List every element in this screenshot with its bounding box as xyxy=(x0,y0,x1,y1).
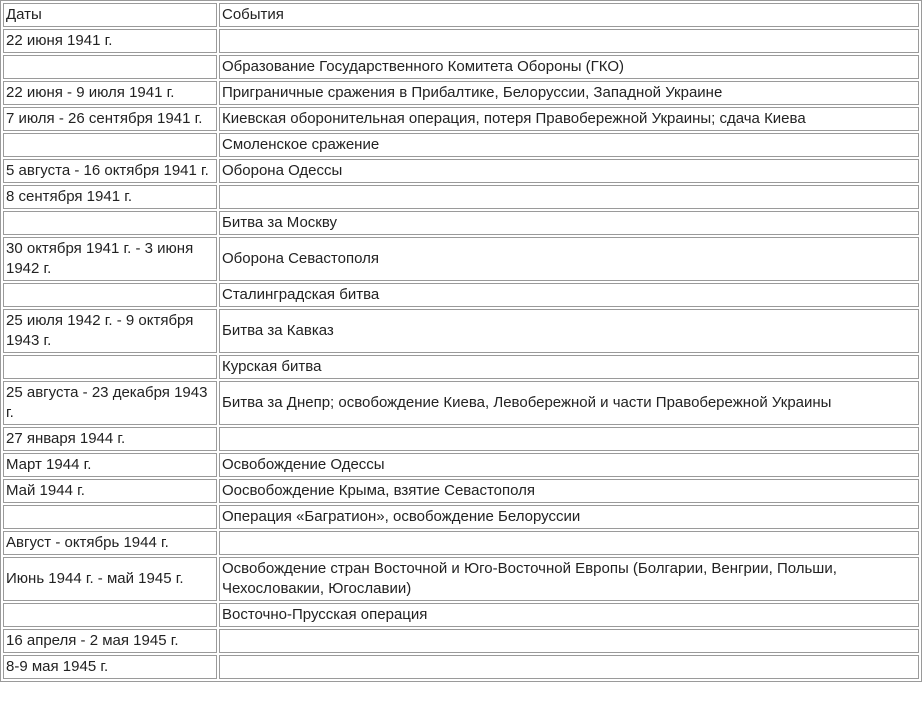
date-cell: 8 сентября 1941 г. xyxy=(3,185,217,209)
date-cell: 8-9 мая 1945 г. xyxy=(3,655,217,679)
date-cell xyxy=(3,55,217,79)
event-cell xyxy=(219,29,919,53)
date-cell xyxy=(3,133,217,157)
date-cell: 7 июля - 26 сентября 1941 г. xyxy=(3,107,217,131)
table-row xyxy=(3,55,919,79)
event-cell: Оосвобождение Крыма, взятие Севастополя xyxy=(219,479,919,503)
date-cell: 25 августа - 23 декабря 1943 г. xyxy=(3,381,217,425)
table-row xyxy=(3,355,919,379)
table-row xyxy=(3,133,919,157)
table-row xyxy=(3,557,919,601)
table-row xyxy=(3,185,919,209)
table-row xyxy=(3,381,919,425)
date-cell: 5 августа - 16 октября 1941 г. xyxy=(3,159,217,183)
event-cell: Освобождение стран Восточной и Юго-Восточной Европы (Болгарии, Венгрии, Польши, Чехословакии, Югославии) xyxy=(219,557,919,601)
event-cell xyxy=(219,427,919,451)
event-cell: Сталинградская битва xyxy=(219,283,919,307)
date-cell xyxy=(3,283,217,307)
date-cell xyxy=(3,505,217,529)
date-cell: 22 июня - 9 июля 1941 г. xyxy=(3,81,217,105)
date-cell: 30 октября 1941 г. - 3 июня 1942 г. xyxy=(3,237,217,281)
header-row xyxy=(3,3,919,27)
date-cell xyxy=(3,211,217,235)
event-cell: Освобождение Одессы xyxy=(219,453,919,477)
event-cell xyxy=(219,629,919,653)
event-cell: Образование Государственного Комитета Обороны (ГКО) xyxy=(219,55,919,79)
date-cell: 25 июля 1942 г. - 9 октября 1943 г. xyxy=(3,309,217,353)
table-row xyxy=(3,603,919,627)
table-row xyxy=(3,81,919,105)
table-row xyxy=(3,453,919,477)
table-row xyxy=(3,629,919,653)
table-row xyxy=(3,655,919,679)
table-row xyxy=(3,531,919,555)
table-row xyxy=(3,479,919,503)
event-cell: Операция «Багратион», освобождение Белоруссии xyxy=(219,505,919,529)
event-cell: Восточно-Прусская операция xyxy=(219,603,919,627)
event-cell xyxy=(219,185,919,209)
event-cell: Приграничные сражения в Прибалтике, Белоруссии, Западной Украине xyxy=(219,81,919,105)
date-cell: 22 июня 1941 г. xyxy=(3,29,217,53)
date-cell xyxy=(3,603,217,627)
table-row xyxy=(3,29,919,53)
table-row xyxy=(3,237,919,281)
event-cell xyxy=(219,655,919,679)
date-cell xyxy=(3,355,217,379)
table-row xyxy=(3,427,919,451)
date-cell: Август - октябрь 1944 г. xyxy=(3,531,217,555)
header-dates: Даты xyxy=(3,3,217,27)
date-cell: Июнь 1944 г. - май 1945 г. xyxy=(3,557,217,601)
date-cell: Май 1944 г. xyxy=(3,479,217,503)
event-cell: Оборона Севастополя xyxy=(219,237,919,281)
event-cell: Смоленское сражение xyxy=(219,133,919,157)
date-cell: 27 января 1944 г. xyxy=(3,427,217,451)
event-cell: Битва за Кавказ xyxy=(219,309,919,353)
event-cell: Курская битва xyxy=(219,355,919,379)
table-row xyxy=(3,107,919,131)
table-row xyxy=(3,159,919,183)
table-row xyxy=(3,505,919,529)
event-cell: Битва за Москву xyxy=(219,211,919,235)
header-events: События xyxy=(219,3,919,27)
table-row xyxy=(3,211,919,235)
event-cell: Киевская оборонительная операция, потеря Правобережной Украины; сдача Киева xyxy=(219,107,919,131)
event-cell: Оборона Одессы xyxy=(219,159,919,183)
date-cell: Март 1944 г. xyxy=(3,453,217,477)
table-row xyxy=(3,283,919,307)
table-row xyxy=(3,309,919,353)
event-cell xyxy=(219,531,919,555)
date-cell: 16 апреля - 2 мая 1945 г. xyxy=(3,629,217,653)
event-cell: Битва за Днепр; освобождение Киева, Левобережной и части Правобережной Украины xyxy=(219,381,919,425)
